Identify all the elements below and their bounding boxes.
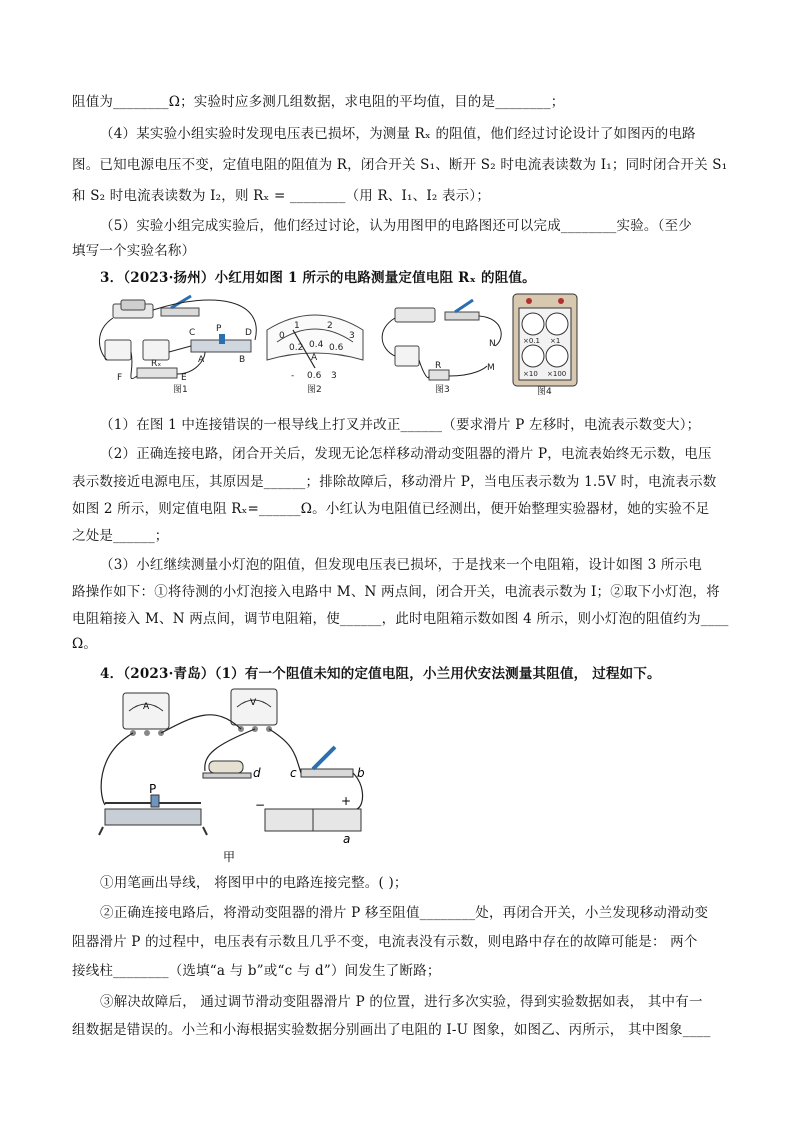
terminal-a: a: [343, 832, 351, 846]
dial-2: 2: [327, 321, 333, 331]
label-A: A: [198, 355, 205, 365]
label-R: R: [435, 361, 442, 371]
switch: [290, 747, 365, 780]
battery-plus: +: [341, 794, 352, 808]
label-P: P: [216, 324, 222, 334]
ammeter-label: A: [143, 702, 150, 712]
figure-4-resistance-box: [513, 294, 577, 397]
terminal-d: d: [253, 766, 261, 780]
question-3-figures: [95, 290, 715, 400]
knob-x0-1: ×0.1: [523, 337, 540, 345]
label-Rx: Rₓ: [151, 359, 162, 369]
dial-0-2: 0.2: [289, 343, 304, 353]
dial-unit: A: [311, 353, 318, 363]
text-line-11: 如图 2 所示，则定值电阻 Rₓ=______Ω。小红认为电阻值已经测出，便开始整理实验器材，她的实验不足: [72, 501, 710, 517]
dial-0: 0: [279, 331, 285, 341]
text-line-18: ①用笔画出导线， 将图甲中的电路连接完整。( )；: [100, 875, 408, 891]
terminal-b: b: [357, 766, 365, 780]
slider-label-P: P: [149, 782, 157, 796]
ammeter-device: [123, 693, 169, 736]
terminal-c: c: [290, 766, 297, 780]
voltmeter-label: V: [250, 698, 257, 708]
figure-jia-caption: 甲: [223, 850, 236, 864]
text-line-4: 和 S₂ 时电流表读数为 I₂，则 Rₓ = ________（用 R、I₁、I₂ 表示）；: [72, 188, 491, 204]
battery-minus: −: [255, 798, 266, 812]
knob-x10: ×10: [523, 370, 538, 378]
figure-1-circuit: [99, 296, 256, 395]
figure-1-caption: 图1: [173, 385, 188, 395]
terminal-minus: -: [291, 371, 295, 381]
battery-pack: [255, 794, 361, 846]
label-F: F: [117, 373, 123, 383]
text-line-12: 之处是______；: [72, 528, 169, 544]
figure-2-caption: 图2: [307, 385, 322, 395]
figure-2-ammeter-dial: [267, 315, 363, 395]
text-line-10: 表示数接近电源电压，其原因是______；排除故障后，移动滑片 P，当电压表示数为 1.5V 时，电流表示数: [72, 474, 717, 490]
label-N: N: [489, 339, 496, 349]
text-line-2: （4）某实验小组实验时发现电压表已损坏，为测量 Rₓ 的阻值，他们经过讨论设计了如图丙的电路: [100, 126, 696, 142]
dial-0-4: 0.4: [309, 340, 324, 350]
label-B: B: [239, 355, 246, 365]
text-line-15: 电阻箱接入 M、N 两点间，调节电阻箱，使______，此时电阻箱示数如图 4 所示，则小灯泡的阻值约为____: [72, 611, 729, 627]
question-4-figure-jia: [95, 685, 395, 865]
text-line-16: Ω。: [72, 636, 98, 652]
text-line-9: （2）正确连接电路，闭合开关后，发现无论怎样移动滑动变阻器的滑片 P，电流表始终无示数，电压: [100, 446, 712, 462]
label-M: M: [487, 363, 495, 373]
label-D: D: [245, 328, 252, 338]
text-line-23: 组数据是错误的。小兰和小海根据实验数据分别画出了电阻的 I-U 图象，如图乙、丙所示， 其中图象____: [72, 1022, 711, 1038]
text-line-1: 阻值为________Ω；实验时应多测几组数据，求电阻的平均值，目的是________；: [72, 94, 565, 110]
dial-0-6: 0.6: [329, 343, 344, 353]
fixed-resistor: [203, 761, 261, 780]
rheostat: [99, 782, 207, 835]
knob-x1: ×1: [550, 337, 561, 345]
text-line-20: 阻器滑片 P 的过程中，电压表有示数且几乎不变，电流表没有示数，则电路中存在的故障可能是： 两个: [72, 934, 698, 950]
text-line-13: （3）小红继续测量小灯泡的阻值，但发现电压表已损坏，于是找来一个电阻箱，设计如图 3 所示电: [100, 557, 702, 573]
label-C: C: [189, 328, 196, 338]
terminal-3: 3: [331, 371, 337, 381]
label-E: E: [181, 373, 187, 383]
figure-3-caption: 图3: [435, 385, 450, 395]
text-line-8: （1）在图 1 中连接错误的一根导线上打叉并改正______（要求滑片 P 左移时，电流表示数变大）；: [100, 417, 701, 433]
text-line-14: 路操作如下：①将待测的小灯泡接入电路中 M、N 两点间，闭合开关，电流表示数为 I；②取下小灯泡，将: [72, 584, 720, 600]
text-line-3: 图。已知电源电压不变，定值电阻的阻值为 R，闭合开关 S₁、断开 S₂ 时电流表读数为 I₁；同时闭合开关 S₁: [72, 157, 728, 173]
knob-x100: ×100: [547, 370, 567, 378]
text-line-22: ③解决故障后， 通过调节滑动变阻器滑片 P 的位置，进行多次实验，得到实验数据如表， 其中有一: [100, 994, 703, 1010]
text-line-21: 接线柱________（选填“a 与 b”或“c 与 d”）间发生了断路；: [72, 963, 441, 979]
text-line-6: 填写一个实验名称）: [72, 243, 196, 259]
dial-3: 3: [349, 331, 355, 341]
text-line-5: （5）实验小组完成实验后，他们经过讨论，认为用图甲的电路图还可以完成________实验。（至少: [100, 218, 692, 234]
terminal-0-6: 0.6: [307, 371, 322, 381]
dial-1: 1: [294, 321, 300, 331]
question-3-heading: 3．（2023·扬州）小红用如图 1 所示的电路测量定值电阻 Rₓ 的阻值。: [100, 270, 536, 286]
figure-4-caption: 图4: [537, 387, 552, 397]
question-4-heading: 4．（2023·青岛）（1）有一个阻值未知的定值电阻，小兰用伏安法测量其阻值， 过程如下。: [100, 666, 661, 682]
figure-3-circuit: [382, 300, 501, 395]
text-line-19: ②正确连接电路后，将滑动变阻器的滑片 P 移至阻值________处，再闭合开关，小兰发现移动滑动变: [100, 905, 709, 921]
